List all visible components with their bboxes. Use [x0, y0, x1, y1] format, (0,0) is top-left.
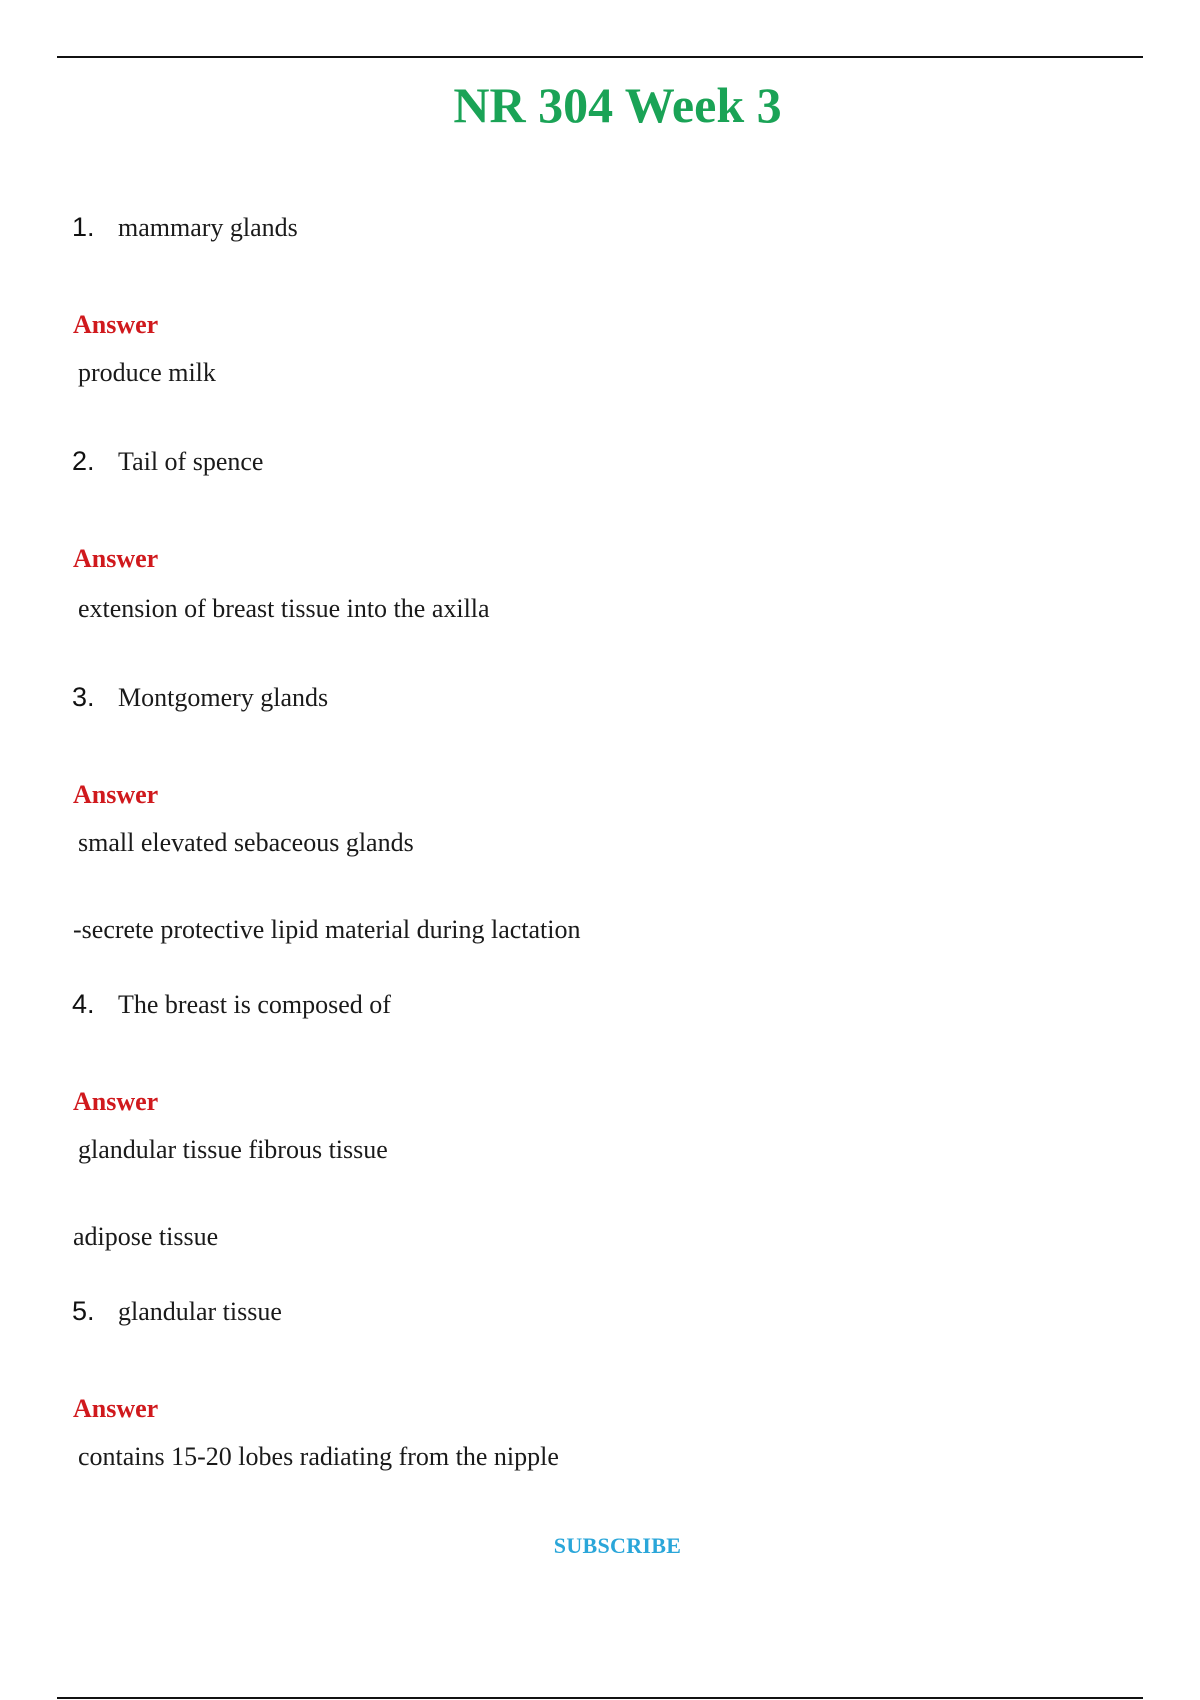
question-number: 5. — [72, 1296, 95, 1326]
page-title: NR 304 Week 3 — [453, 77, 782, 133]
question-text: mammary glands — [118, 213, 298, 242]
question-2 — [72, 441, 263, 481]
question-4 — [72, 984, 391, 1024]
question-number: 4. — [72, 989, 95, 1019]
answer-2-line-1: extension of breast tissue into the axilla — [78, 594, 490, 623]
answer-label-4: Answer — [73, 1087, 159, 1116]
answer-5-line-1: contains 15-20 lobes radiating from the nipple — [78, 1442, 559, 1471]
answer-1-line-1: produce milk — [78, 358, 216, 387]
question-text: Tail of spence — [118, 447, 264, 476]
answer-4-line-2: adipose tissue — [73, 1222, 219, 1251]
question-number: 1. — [72, 212, 95, 242]
answer-4-line-1: glandular tissue fibrous tissue — [78, 1135, 388, 1164]
question-text: glandular tissue — [118, 1297, 282, 1326]
top-rule — [57, 56, 1143, 58]
question-3 — [72, 677, 328, 717]
answer-3-line-2: -secrete protective lipid material during lactation — [73, 915, 581, 944]
subscribe-link[interactable]: SUBSCRIBE — [553, 1533, 682, 1558]
question-text: Montgomery glands — [118, 683, 329, 712]
answer-label-2: Answer — [73, 544, 159, 573]
question-1 — [72, 207, 298, 247]
question-number: 2. — [72, 446, 95, 476]
question-number: 3. — [72, 682, 95, 712]
question-5 — [72, 1291, 282, 1331]
answer-label-3: Answer — [73, 780, 159, 809]
answer-3-line-1: small elevated sebaceous glands — [78, 828, 414, 857]
bottom-rule — [57, 1697, 1143, 1699]
answer-label-5: Answer — [73, 1394, 159, 1423]
question-text: The breast is composed of — [118, 990, 391, 1019]
answer-label-1: Answer — [73, 310, 159, 339]
